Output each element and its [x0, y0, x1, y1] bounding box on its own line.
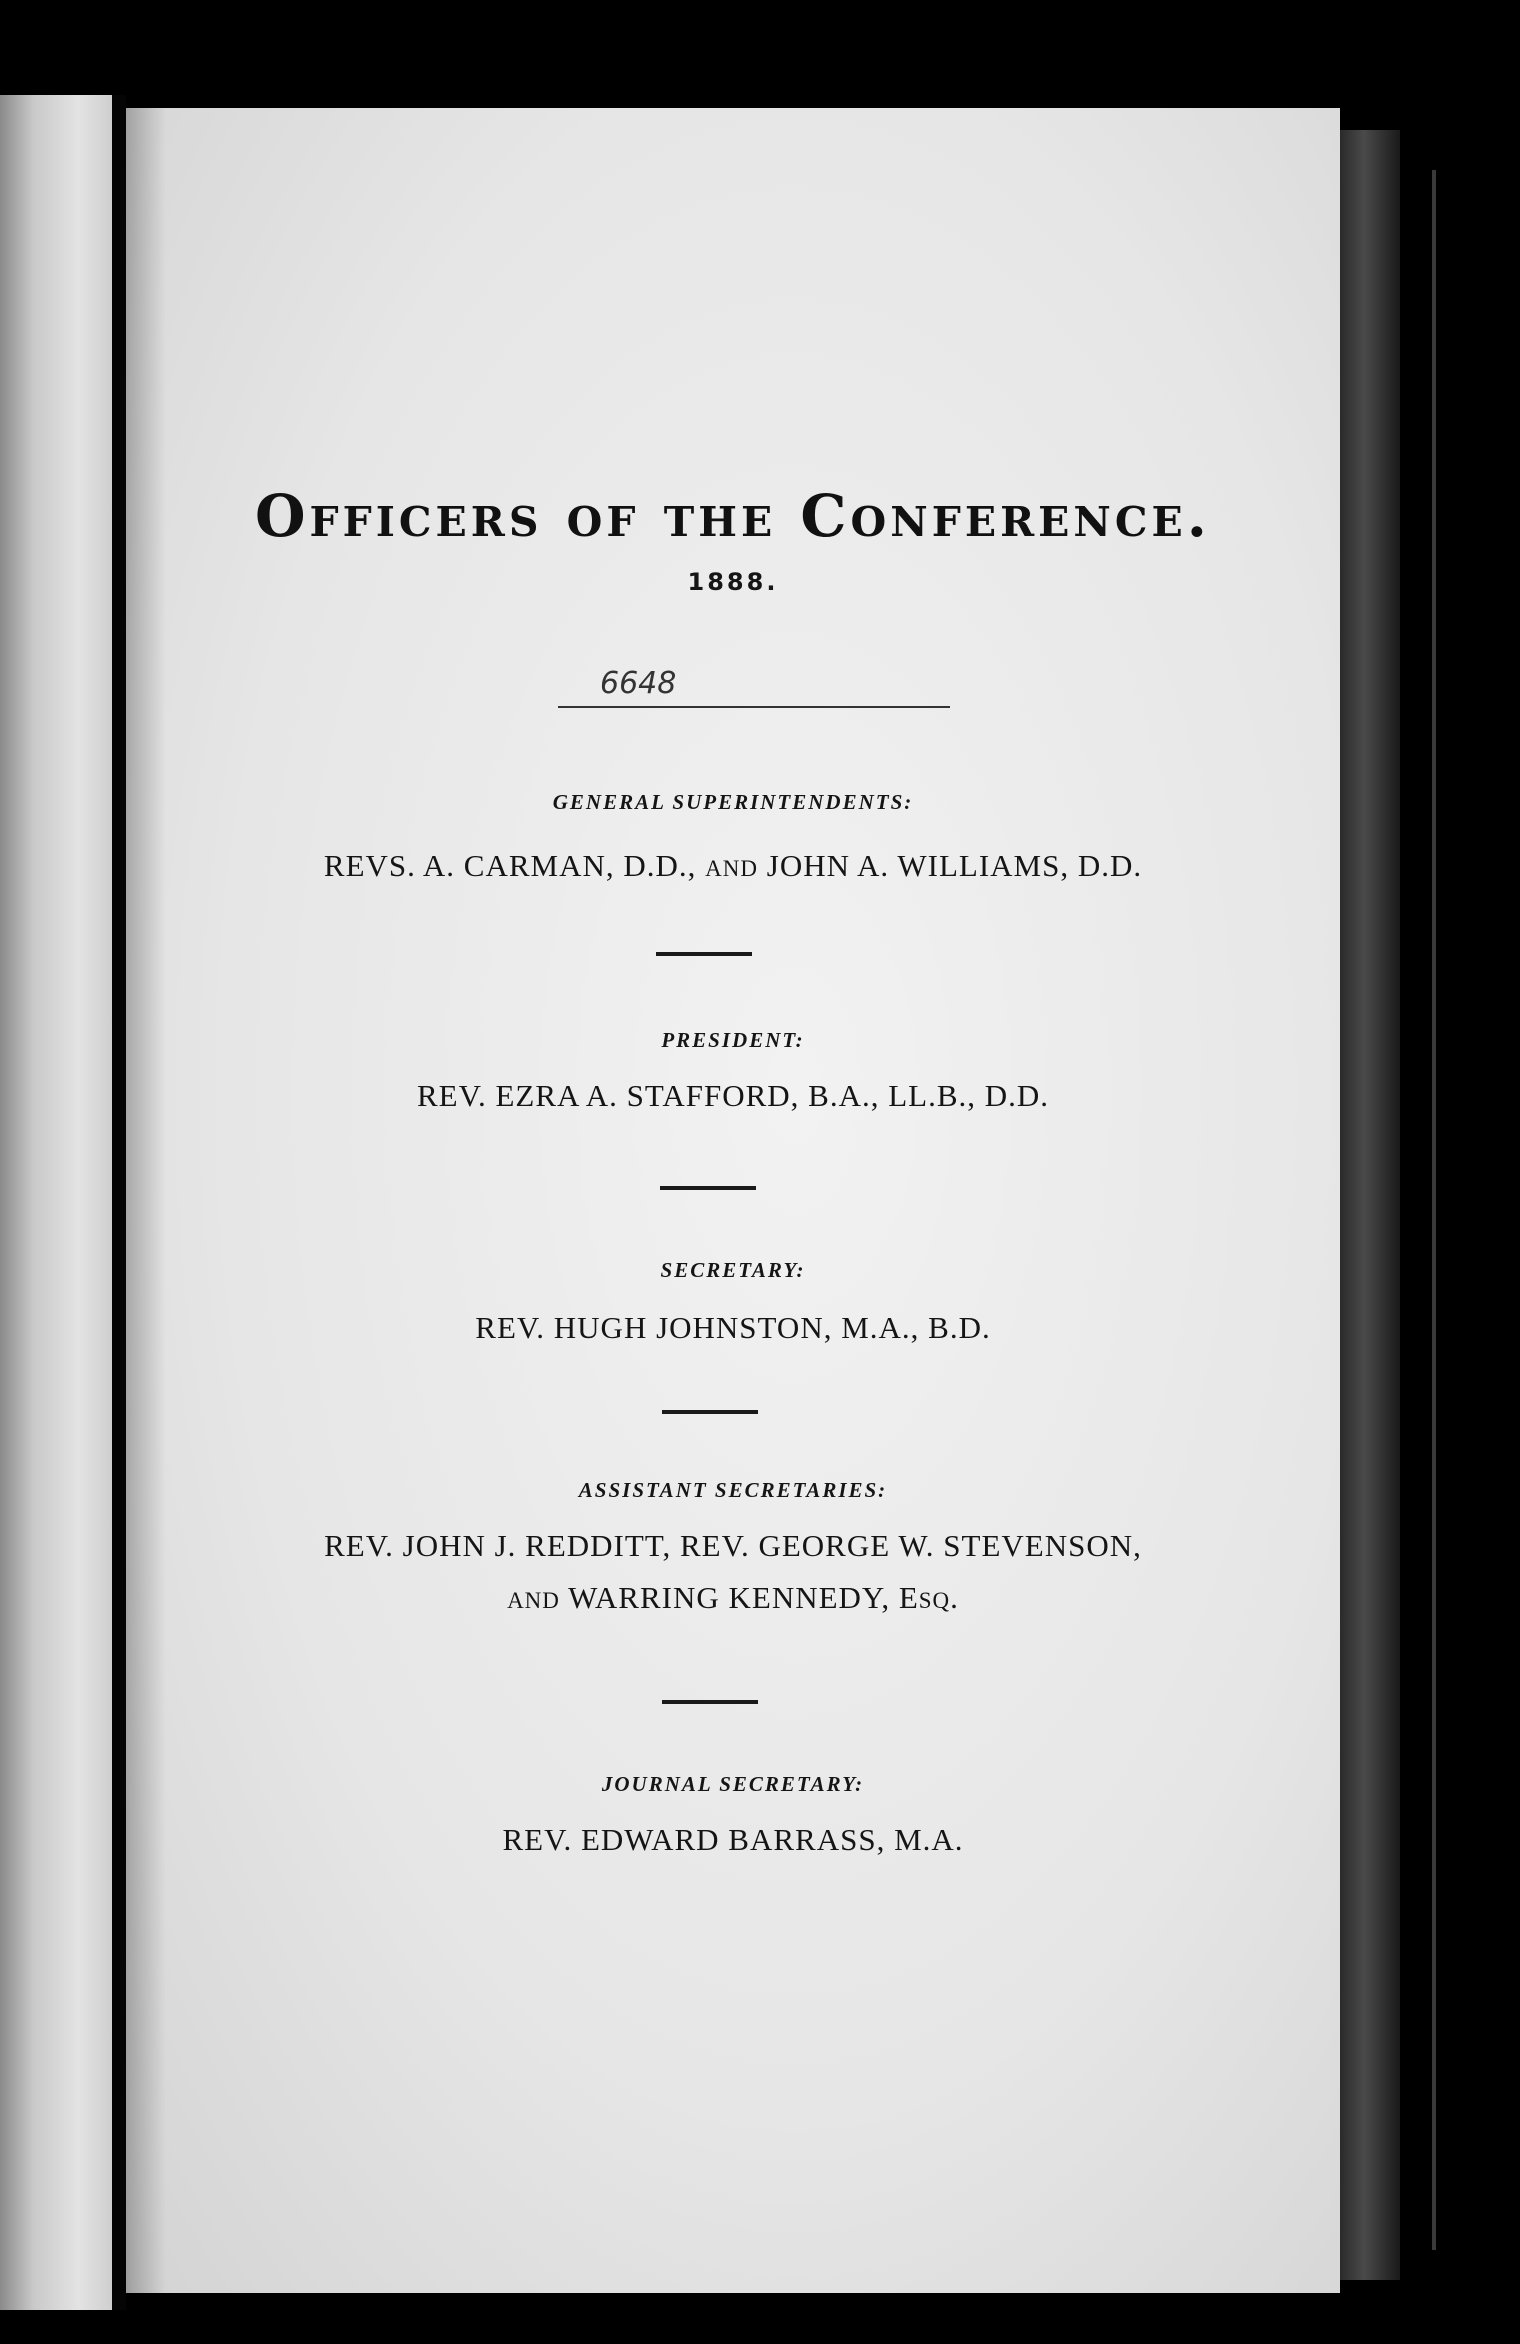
book-gutter — [112, 95, 126, 2310]
general-superintendents-names-2: JOHN A. WILLIAMS, D.D. — [758, 848, 1143, 883]
section-heading-assistant-secretaries: ASSISTANT SECRETARIES: — [578, 1478, 888, 1502]
book-cover-edge — [1432, 170, 1436, 2250]
section-heading-president: PRESIDENT: — [661, 1028, 805, 1052]
section-divider — [662, 1410, 758, 1414]
general-superintendents-line — [126, 848, 1340, 884]
accession-number: 6648 — [600, 666, 677, 701]
section-divider — [656, 952, 752, 956]
assistant-secretaries-line-2 — [126, 1580, 1340, 1616]
section-heading-journal-secretary: JOURNAL SECRETARY: — [601, 1772, 865, 1796]
president-line: REV. EZRA A. STAFFORD, B.A., LL.B., D.D. — [416, 1078, 1050, 1113]
esquire-suffix: SQ — [918, 1588, 951, 1613]
conjunction-and: AND — [507, 1588, 560, 1613]
assistant-secretaries-line-1: REV. JOHN J. REDDITT, REV. GEORGE W. STEVENSON, — [324, 1528, 1142, 1563]
page-content — [126, 108, 1340, 2293]
section-heading-general-superintendents: GENERAL SUPERINTENDENTS: — [552, 790, 914, 814]
year: 1888. — [687, 568, 779, 596]
period: . — [950, 1580, 959, 1615]
journal-secretary-line: REV. EDWARD BARRASS, M.A. — [502, 1822, 964, 1857]
assistant-secretary-name: WARRING KENNEDY, E — [559, 1580, 919, 1615]
secretary-line: REV. HUGH JOHNSTON, M.A., B.D. — [475, 1310, 991, 1345]
book-fore-edge — [1340, 130, 1400, 2280]
accession-number-handwritten — [558, 666, 950, 708]
conjunction-and: AND — [705, 856, 759, 881]
section-divider — [660, 1186, 756, 1190]
section-divider — [662, 1700, 758, 1704]
general-superintendents-names-1: REVS. A. CARMAN, D.D., — [323, 848, 706, 883]
page-title: Officers of the Conference. — [255, 482, 1211, 550]
facing-page-edge — [0, 95, 112, 2310]
section-heading-secretary: SECRETARY: — [660, 1258, 806, 1282]
